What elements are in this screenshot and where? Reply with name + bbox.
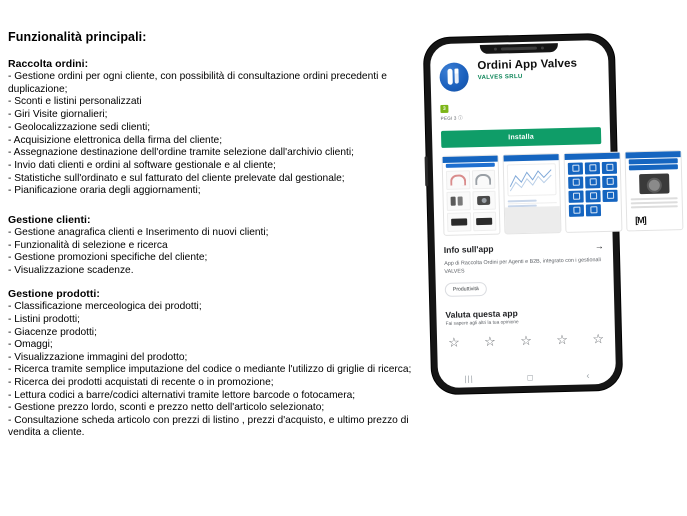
phone-notch — [480, 43, 558, 54]
feature-line: - Gestione anagrafica clienti e Inserimento di nuovi clienti; — [8, 227, 269, 239]
page-title: Funzionalità principali: — [8, 30, 147, 44]
feature-line: - Gestione promozioni specifiche del cliente; — [8, 252, 208, 264]
star-icon[interactable]: ☆ — [483, 333, 497, 349]
recents-icon[interactable]: ||| — [464, 373, 474, 383]
app-bar — [504, 154, 559, 161]
pegi-label[interactable]: PEGI 3 ⓘ — [440, 115, 463, 121]
camera-icon — [477, 196, 490, 205]
screenshot-thumbnail[interactable] — [564, 152, 623, 233]
section-raccolta-ordini — [8, 58, 422, 198]
phone-screen — [430, 40, 646, 388]
star-icon[interactable]: ☆ — [592, 331, 605, 347]
product-cell — [446, 170, 470, 190]
feature-line: - Sconti e listini personalizzati — [8, 96, 142, 108]
star-icon[interactable]: ☆ — [556, 331, 569, 348]
camera-dot-icon — [494, 48, 497, 51]
star-icon[interactable]: ☆ — [447, 334, 460, 350]
android-navigation-bar[interactable] — [438, 368, 616, 386]
brand-logo-icon: [M] — [635, 215, 646, 226]
feature-line: - Ricerca tramite semplice imputazione del codice o mediante l'utilizzo di griglie di ricerca; — [8, 364, 412, 376]
product-grid — [443, 167, 500, 235]
home-icon[interactable]: ◻ — [526, 372, 534, 382]
panel-filler — [505, 206, 561, 233]
screenshot-thumbnail[interactable] — [625, 150, 684, 231]
feature-line: - Gestione prezzo lordo, sconti e prezzo netto dell'articolo selezionato; — [8, 402, 325, 414]
menu-tile — [568, 163, 583, 175]
product-cell — [472, 191, 496, 211]
feature-line: - Listini prodotti; — [8, 314, 80, 325]
detail-text-line — [631, 205, 678, 208]
back-icon[interactable]: ‹ — [586, 370, 590, 381]
phone-mockup — [424, 34, 646, 395]
app-info-header[interactable] — [444, 241, 604, 255]
feature-line: - Lettura codici a barre/codici alternativi tramite lettore barcode o fotocamera; — [8, 389, 356, 401]
menu-tile — [602, 190, 617, 202]
device-icon — [476, 218, 492, 225]
feature-line: - Funzionalità di selezione e ricerca — [8, 239, 168, 251]
feature-line: - Acquisizione elettronica della firma del cliente; — [8, 134, 223, 146]
menu-tile — [569, 205, 584, 217]
menu-tile — [585, 190, 600, 202]
app-header — [439, 57, 600, 92]
sensor-dot-icon — [541, 46, 544, 49]
phone-frame — [424, 34, 646, 395]
section-title: Gestione prodotti: — [8, 288, 100, 301]
valve-shape-icon — [447, 69, 452, 85]
valve-shape-tertiary-icon — [454, 69, 458, 74]
app-title-block — [477, 58, 577, 81]
pegi-rating — [440, 101, 600, 122]
menu-tile — [602, 176, 617, 188]
app-title: Ordini App Valves — [477, 57, 578, 73]
rate-app-subtitle: Fai sapere agli altri la tua opinione — [445, 320, 519, 327]
headphone-icon — [450, 174, 466, 185]
menu-tile — [586, 204, 601, 216]
detail-subheader — [629, 164, 678, 170]
app-info-description: App di Raccolta Ordini per Agenti e B2B, integrato con i gestionali VALVES — [444, 257, 601, 275]
menu-tile — [585, 162, 600, 174]
feature-line: - Visualizzazione immagini del prodotto; — [8, 351, 188, 363]
play-store-listing — [430, 40, 646, 388]
earpiece-speaker-icon — [501, 47, 537, 50]
feature-line: - Visualizzazione scadenze. — [8, 264, 134, 276]
feature-line: - Giacenze prodotti; — [8, 326, 97, 338]
feature-line: - Assegnazione destinazione dell'ordine tramite selezione dall'archivio clienti; — [8, 147, 354, 159]
feature-line: - Classificazione merceologica dei prodotti; — [8, 301, 202, 313]
app-info-section[interactable] — [444, 241, 605, 297]
app-info-title: Info sull'app — [443, 243, 494, 255]
feature-line: - Gestione ordini per ogni cliente, con possibilità di consultazione ordini precedenti e duplicazione; — [8, 71, 387, 95]
category-chip[interactable]: Produttività — [445, 282, 487, 297]
feature-line: - Statistiche sull'ordinato e sul fatturato del cliente prelevate dal gestionale; — [8, 172, 345, 184]
feature-line: - Giri Visite giornalieri; — [8, 109, 108, 121]
line-chart-icon — [508, 164, 556, 195]
section-gestione-clienti — [8, 214, 422, 277]
product-cell — [471, 170, 495, 190]
speaker-icon — [458, 196, 463, 205]
feature-line: - Ricerca dei prodotti acquistati di recente o in promozione; — [8, 376, 274, 388]
product-cell — [446, 191, 470, 211]
menu-tile — [585, 176, 600, 188]
app-icon — [439, 62, 469, 92]
speaker-icon — [451, 197, 456, 206]
headphone-icon — [475, 174, 491, 185]
feature-line: - Omaggi; — [8, 339, 53, 351]
section-title: Raccolta ordini: — [8, 58, 89, 70]
star-icon[interactable]: ☆ — [520, 332, 533, 349]
menu-tiles — [565, 159, 621, 220]
statistics-chart — [507, 163, 557, 196]
menu-tile — [568, 177, 583, 189]
app-developer[interactable]: VALVES SRLU — [477, 73, 523, 82]
menu-tile — [568, 191, 583, 203]
section-title: Gestione clienti: — [8, 214, 91, 227]
features-document — [8, 30, 422, 451]
rate-app-section — [445, 306, 606, 349]
product-cell — [472, 212, 496, 232]
device-icon — [451, 218, 467, 225]
rating-stars[interactable] — [446, 332, 606, 349]
screenshot-thumbnail[interactable] — [442, 155, 501, 236]
rate-app-title: Valuta questa app — [445, 308, 518, 320]
feature-line: - Consultazione scheda articolo con prezzi di listino , prezzi d'acquisto, e ultimo prezzo di vendita a cliente. — [8, 414, 409, 439]
pegi-badge-icon: 3 — [440, 105, 448, 113]
product-photo-icon — [639, 173, 669, 194]
detail-text-line — [631, 197, 678, 200]
screenshots-carousel[interactable] — [442, 152, 646, 234]
detail-text-line — [631, 201, 678, 204]
section-gestione-prodotti — [8, 288, 422, 440]
product-cell — [447, 212, 471, 232]
screenshot-thumbnail[interactable] — [503, 153, 562, 234]
menu-tile-empty — [603, 204, 618, 216]
menu-tile — [602, 162, 617, 174]
install-button[interactable]: Installa — [441, 127, 601, 148]
arrow-right-icon[interactable]: → — [594, 240, 604, 251]
feature-line: - Geolocalizzazione sedi clienti; — [8, 121, 151, 133]
feature-line: - Pianificazione oraria degli aggiornamenti; — [8, 185, 201, 197]
feature-line: - Invio dati clienti e ordini al software gestionale e al cliente; — [8, 159, 276, 171]
